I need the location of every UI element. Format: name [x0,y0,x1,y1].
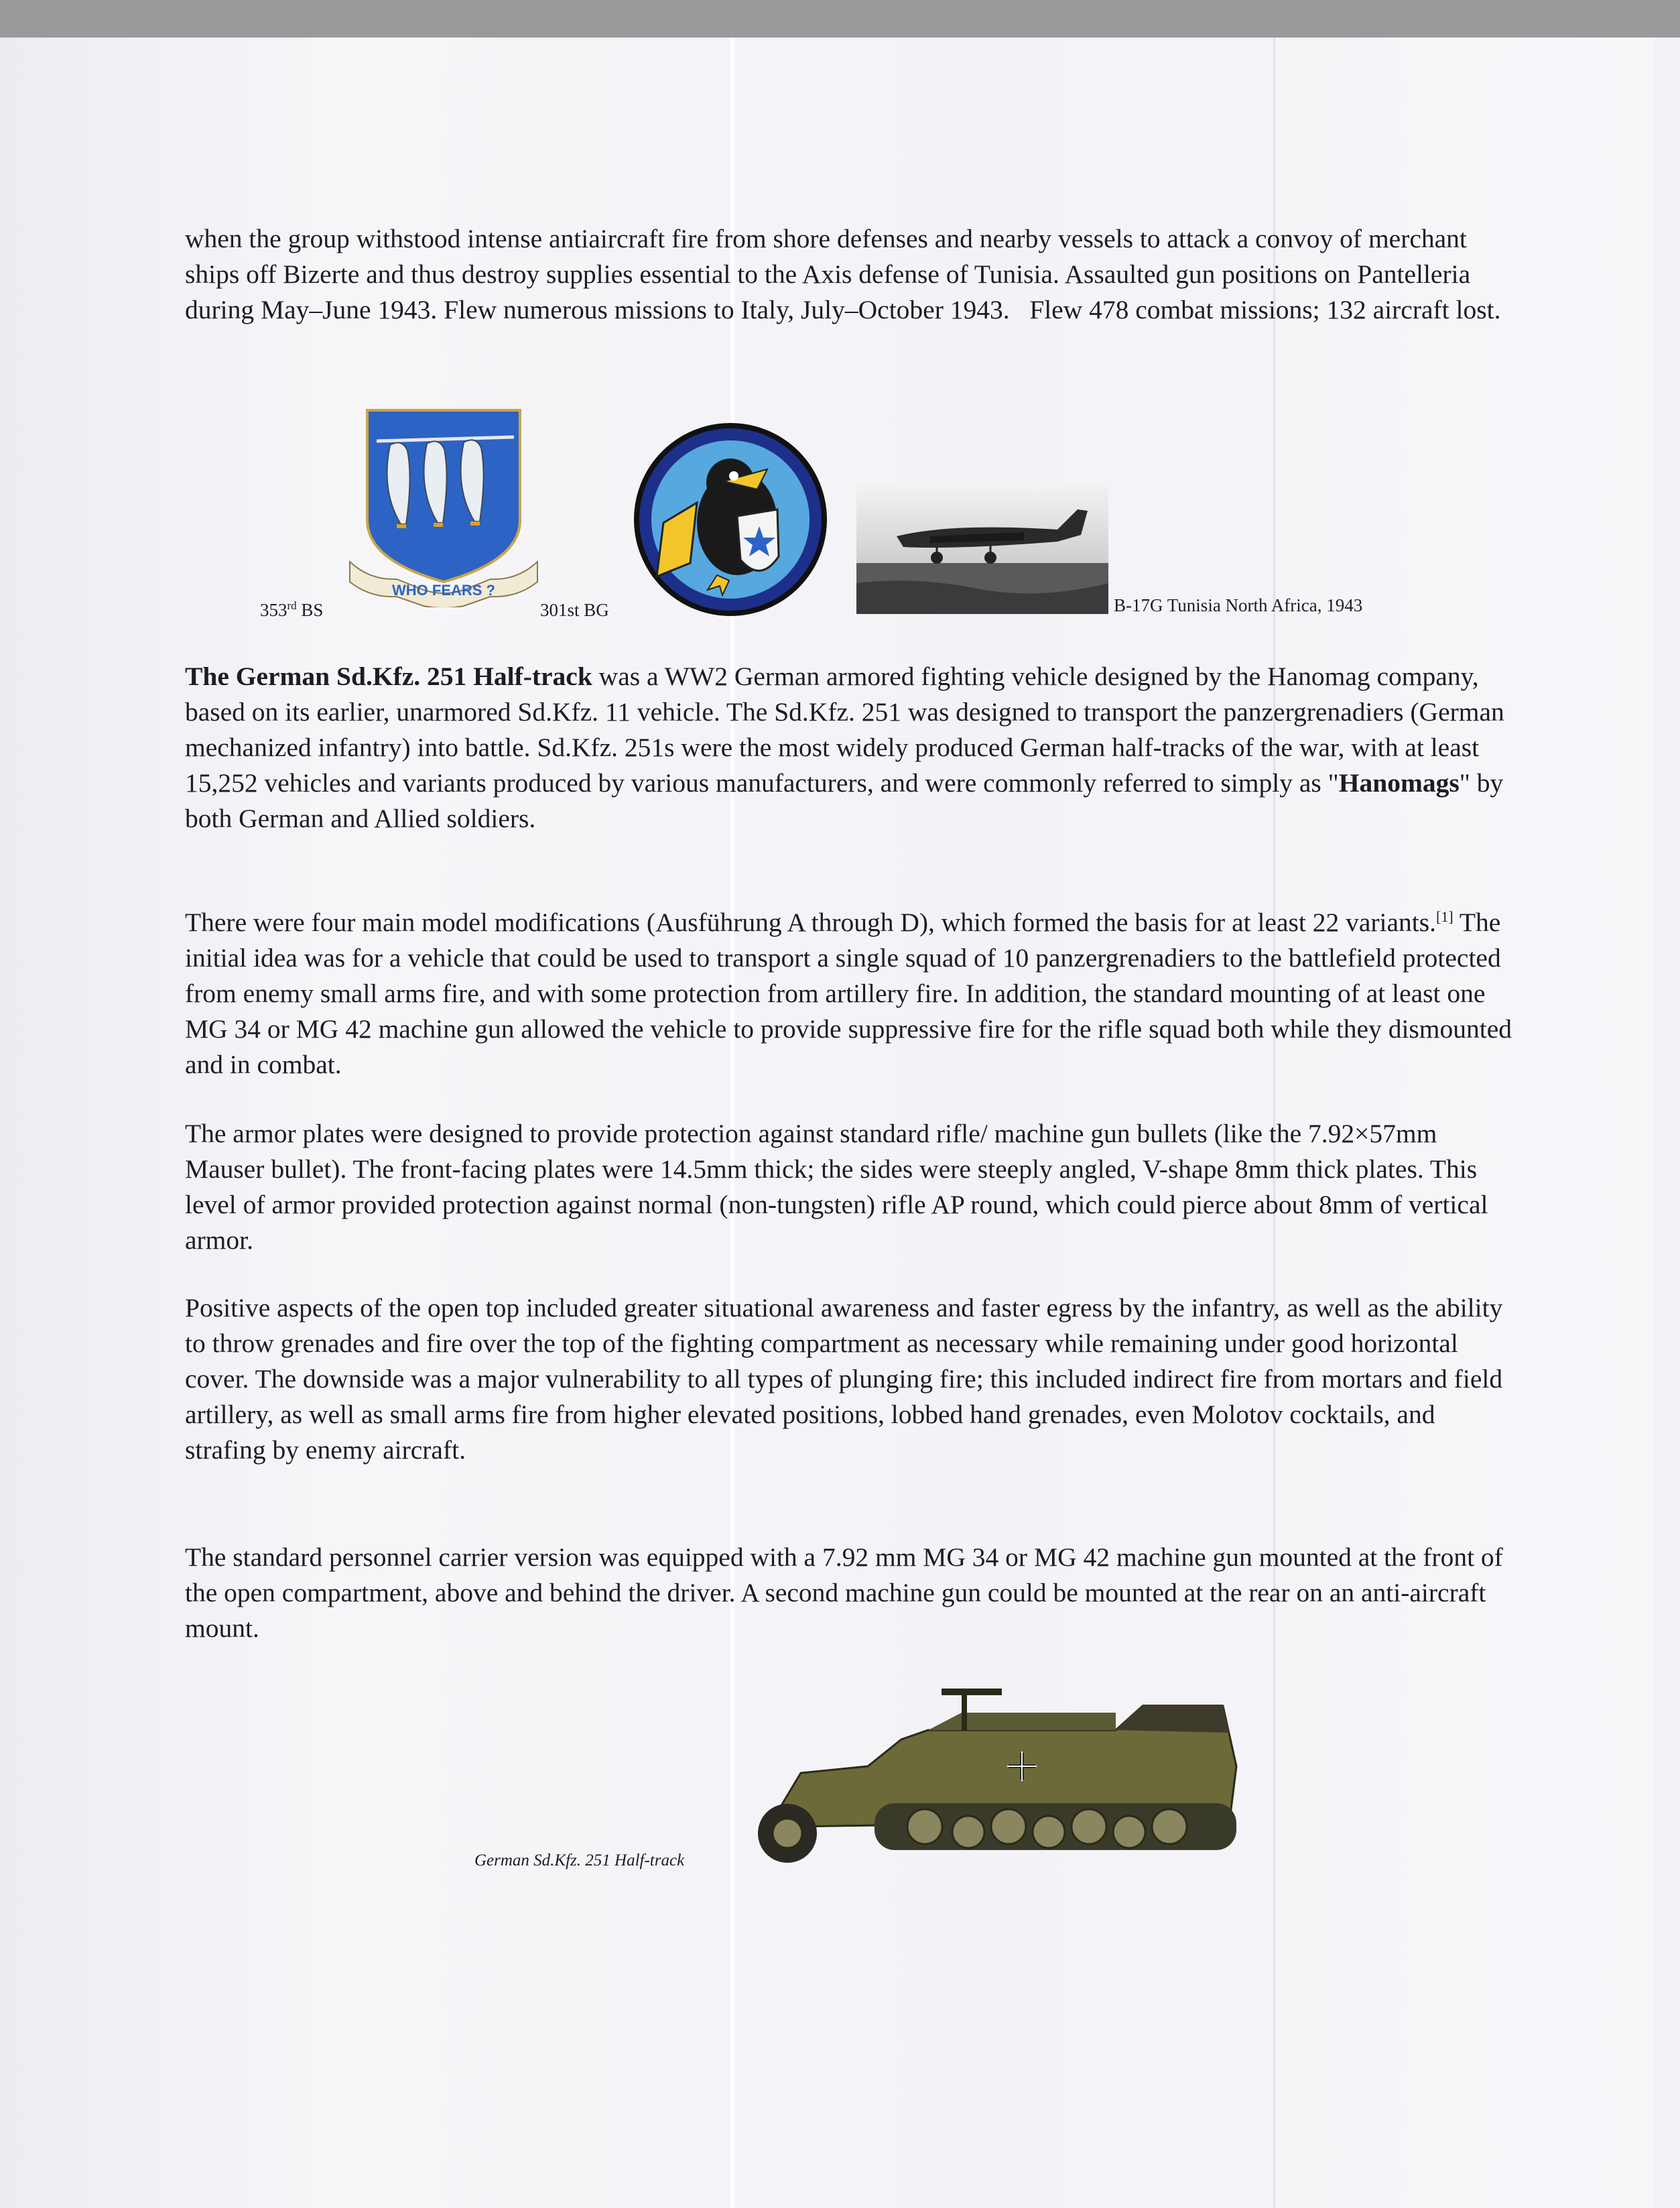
footnote-ref[interactable]: [1] [1436,908,1453,925]
insignia-motto: WHO FEARS ? [392,582,495,599]
caption-b17g: B-17G Tunisia North Africa, 1943 [1114,595,1363,615]
article-lead: The German Sd.Kfz. 251 Half-track [185,662,592,691]
353rd-bs-insignia [343,406,544,607]
301st-bg-patch [623,422,838,617]
caption-halftrack: German Sd.Kfz. 251 Half-track [474,1851,685,1869]
paragraph-open-top: Positive aspects of the open top included greater situational awareness and faster egress by the infantry, as well as the ability to throw grenades and fire over the top of the fighting compartment as necessary while remaining under good horizontal cover. The downside was a major vulnerability to all types of plunging fire; this included indirect fire from mortars and field artillery, as well as small arms fire from higher elevated positions, lobbed hand grenades, even Molotov cocktails, and strafing by enemy aircraft. [185,1293,1503,1465]
b17g-photo [856,483,1108,614]
paragraph-halftrack-intro: The German Sd.Kfz. 251 Half-track was a WW2 German armored fighting vehicle designed by the Hanomag company, based on its earlier, unarmored Sd.Kfz. 11 vehicle. The Sd.Kfz. 251 was designed to transport the panzergrenadiers (German mechanized infantry) into battle. Sd.Kfz. 251s were the most widely produced German half-tracks of the war, with at least 15,252 vehicles and variants produced by various manufacturers, and were commonly referred to simply as "Hanomags" by both German and Allied soldiers. [185,662,1504,833]
halftrack-illustration [740,1666,1243,1867]
paragraph-personnel-carrier: The standard personnel carrier version was equipped with a 7.92 mm MG 34 or MG 42 machine gun mounted at the front of the open compartment, above and behind the driver. A second machine gun could be mounted at the rear on an anti-aircraft mount. [185,1542,1503,1643]
paragraph-armor: The armor plates were designed to provide protection against standard rifle/ machine gun bullets (like the 7.92×57mm Mauser bullet). The front-facing plates were 14.5mm thick; the sides were steeply angled, V-shape 8mm thick plates. This level of armor provided protection against normal (non-tungsten) rifle AP round, which could pierce about 8mm of vertical armor. [185,1119,1488,1255]
scanner-edge [0,0,1680,38]
caption-353rd-bs: 353rd BS [260,599,324,620]
caption-301st-bg: 301st BG [540,600,609,620]
paragraph-model-modifications: There were four main model modifications (Ausführung A through D), which formed the basis for at least 22 variants.[1] The initial idea was for a vehicle that could be used to transport a single squad of 10 panzergrenadiers to the battlefield protected from enemy small arms fire, and with some protection from artillery fire. In addition, the standard mounting of at least one MG 34 or MG 42 machine gun allowed the vehicle to provide suppressive fire for the rifle squad both while they dismounted and in combat. [185,908,1512,1079]
intro-paragraph: when the group withstood intense antiaircraft fire from shore defenses and nearby vessels to attack a convoy of merchant ships off Bizerte and thus destroy supplies essential to the Axis defense of Tunisia. Assaulted gun positions on Pantelleria during May–June 1943. Flew numerous missions to Italy, July–October 1943. Flew 478 combat missions; 132 aircraft lost. [185,224,1501,324]
